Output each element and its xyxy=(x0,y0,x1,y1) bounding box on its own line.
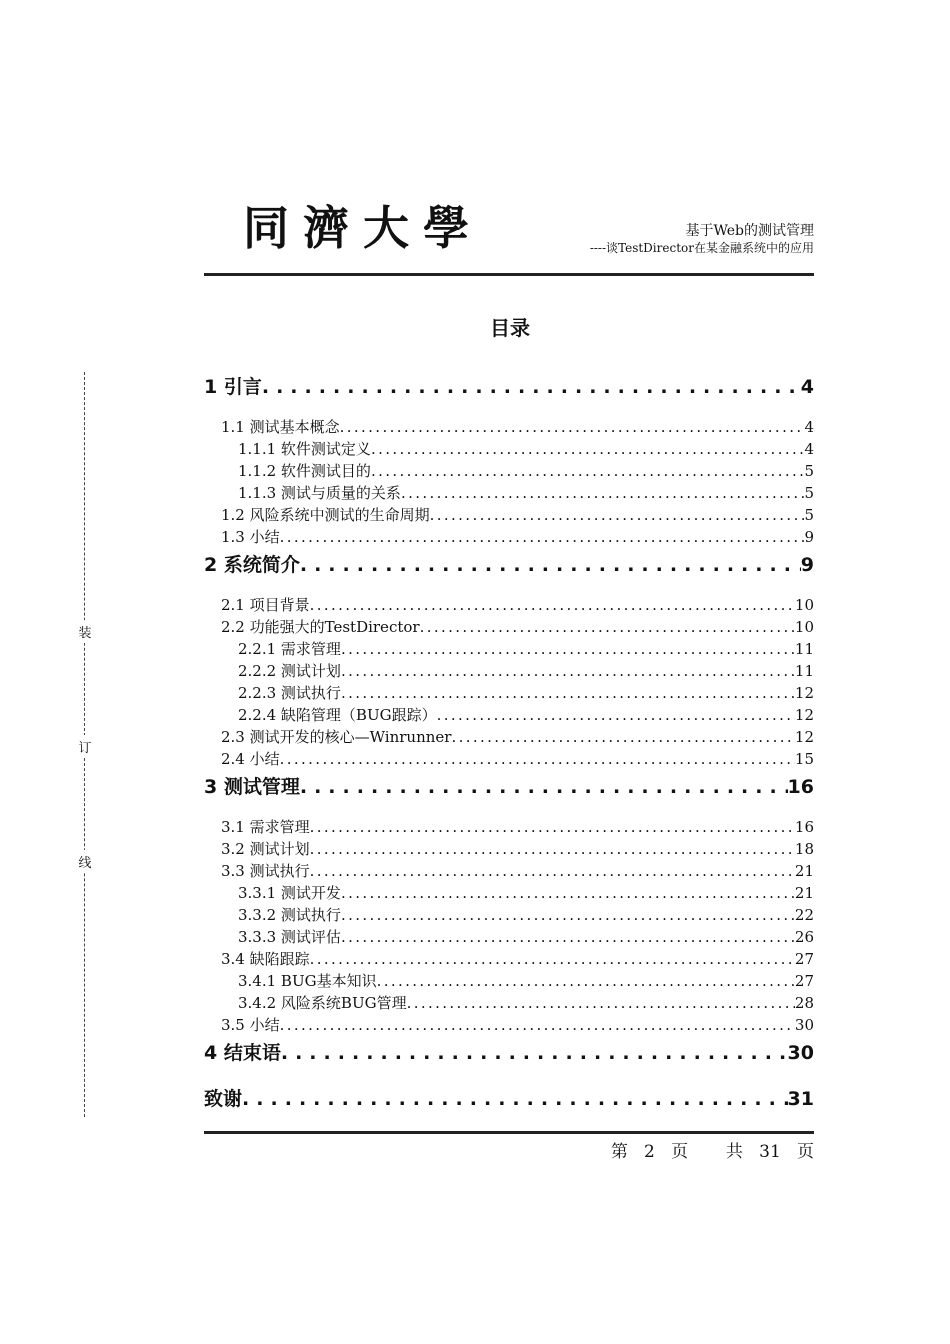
toc-entry-page: 15 xyxy=(794,750,814,768)
toc-entry-page: 12 xyxy=(794,684,814,702)
toc-entry-page: 27 xyxy=(794,950,814,968)
toc-entry-page: 30 xyxy=(794,1016,814,1034)
toc-entry-label: 1.2 风险系统中测试的生命周期 xyxy=(221,506,430,524)
toc-entry-page: 11 xyxy=(794,662,814,680)
toc-leader-dots xyxy=(341,904,795,926)
toc-entry-page: 11 xyxy=(794,640,814,658)
toc-leader-dots xyxy=(281,1038,788,1068)
toc-leader-dots xyxy=(280,1014,795,1036)
header-subtitle: ----谈TestDirector在某金融系统中的应用 xyxy=(589,241,814,255)
toc-entry-level-3 xyxy=(204,992,814,1014)
toc-leader-dots xyxy=(371,460,805,482)
toc-entry-level-3 xyxy=(204,882,814,904)
toc-entry-level-3 xyxy=(204,460,814,482)
toc-leader-dots xyxy=(310,948,795,970)
toc-entry-label: 3.4.1 BUG基本知识 xyxy=(238,972,377,990)
toc-leader-dots xyxy=(262,372,801,402)
toc-entry-page: 5 xyxy=(804,462,814,480)
toc-entry-label: 1.1.3 测试与质量的关系 xyxy=(238,484,401,502)
toc-entry-page: 5 xyxy=(804,484,814,502)
header-title: 基于Web的测试管理 xyxy=(685,223,814,239)
toc-entry-label: 2 系统简介 xyxy=(204,554,300,576)
toc-entry-page: 10 xyxy=(794,596,814,614)
toc-entry-label: 2.2 功能强大的TestDirector xyxy=(221,618,420,636)
toc-entry-label: 2.1 项目背景 xyxy=(221,596,310,614)
calligraphy-logo-icon xyxy=(243,200,483,256)
toc-entry-page: 4 xyxy=(804,418,814,436)
toc-leader-dots xyxy=(407,992,795,1014)
toc-entry-label: 3.3.2 测试执行 xyxy=(238,906,341,924)
toc-entry-label: 2.2.4 缺陷管理（BUG跟踪） xyxy=(238,706,437,724)
toc-leader-dots xyxy=(300,550,801,580)
toc-entry-level-3 xyxy=(204,926,814,948)
toc-leader-dots xyxy=(242,1084,788,1114)
toc-entry-page: 18 xyxy=(794,840,814,858)
binding-char-xian: 线 xyxy=(76,850,94,873)
toc-entry-page: 9 xyxy=(800,554,814,576)
toc-entry-level-2 xyxy=(204,748,814,770)
toc-entry-level-3 xyxy=(204,482,814,504)
toc-leader-dots xyxy=(341,682,795,704)
toc-leader-dots xyxy=(300,772,788,802)
toc-entry-label: 2.2.3 测试执行 xyxy=(238,684,341,702)
toc-entry-level-2 xyxy=(204,948,814,970)
toc-leader-dots xyxy=(280,526,805,548)
toc-leader-dots xyxy=(401,482,805,504)
binding-char-ding: 订 xyxy=(76,735,94,758)
toc-entry-page: 10 xyxy=(794,618,814,636)
footer-total-pages: 31 xyxy=(759,1142,781,1162)
toc-entry-page: 21 xyxy=(794,884,814,902)
toc-entry-label: 3.4 缺陷跟踪 xyxy=(221,950,310,968)
toc-entry-level-2 xyxy=(204,504,814,526)
toc-entry-level-2 xyxy=(204,860,814,882)
toc-entry-page: 21 xyxy=(794,862,814,880)
logo-text: 同濟大學 xyxy=(243,201,483,255)
table-of-contents xyxy=(204,372,814,1128)
toc-leader-dots xyxy=(420,616,795,638)
toc-entry-level-3 xyxy=(204,638,814,660)
toc-entry-page: 16 xyxy=(794,818,814,836)
toc-leader-dots xyxy=(310,816,795,838)
toc-entry-level-2 xyxy=(204,816,814,838)
toc-entry-level-1 xyxy=(204,550,814,594)
toc-leader-dots xyxy=(310,594,795,616)
toc-entry-level-3 xyxy=(204,682,814,704)
footer-page-unit: 页 xyxy=(671,1142,689,1162)
toc-leader-dots xyxy=(341,926,795,948)
toc-entry-level-2 xyxy=(204,526,814,548)
toc-entry-label: 3.3 测试执行 xyxy=(221,862,310,880)
toc-entry-label: 3.2 测试计划 xyxy=(221,840,310,858)
toc-leader-dots xyxy=(437,704,795,726)
toc-entry-label: 1 引言 xyxy=(204,376,262,398)
toc-leader-dots xyxy=(340,416,805,438)
toc-entry-label: 致谢 xyxy=(204,1088,243,1110)
toc-leader-dots xyxy=(310,860,795,882)
toc-entry-level-2 xyxy=(204,416,814,438)
toc-entry-label: 1.1.2 软件测试目的 xyxy=(238,462,371,480)
binding-char-zhuang: 装 xyxy=(76,620,94,643)
toc-entry-level-3 xyxy=(204,438,814,460)
page-footer xyxy=(611,1137,814,1162)
toc-entry-level-2 xyxy=(204,616,814,638)
toc-leader-dots xyxy=(371,438,805,460)
toc-entry-level-1 xyxy=(204,1084,814,1128)
toc-entry-label: 2.4 小结 xyxy=(221,750,280,768)
document-header xyxy=(590,222,814,256)
university-logo xyxy=(243,200,483,256)
toc-entry-label: 3.3.1 测试开发 xyxy=(238,884,341,902)
toc-leader-dots xyxy=(341,638,795,660)
toc-entry-level-2 xyxy=(204,594,814,616)
toc-entry-level-2 xyxy=(204,838,814,860)
toc-entry-label: 2.3 测试开发的核心—Winrunner xyxy=(221,728,452,746)
footer-page-number: 2 xyxy=(644,1142,655,1162)
toc-entry-level-3 xyxy=(204,704,814,726)
toc-entry-label: 3 测试管理 xyxy=(204,776,300,798)
footer-rule xyxy=(204,1131,814,1134)
toc-leader-dots xyxy=(430,504,805,526)
toc-entry-label: 1.3 小结 xyxy=(221,528,280,546)
toc-entry-level-1 xyxy=(204,1038,814,1082)
toc-leader-dots xyxy=(280,748,795,770)
footer-total-prefix: 共 xyxy=(725,1142,743,1162)
toc-entry-page: 22 xyxy=(794,906,814,924)
toc-entry-page: 9 xyxy=(804,528,814,546)
toc-entry-page: 12 xyxy=(794,706,814,724)
toc-entry-page: 28 xyxy=(794,994,814,1012)
toc-entry-label: 1.1 测试基本概念 xyxy=(221,418,340,436)
toc-entry-page: 5 xyxy=(804,506,814,524)
toc-entry-label: 3.4.2 风险系统BUG管理 xyxy=(238,994,407,1012)
toc-leader-dots xyxy=(377,970,795,992)
toc-entry-page: 16 xyxy=(787,776,814,798)
toc-entry-level-3 xyxy=(204,660,814,682)
toc-entry-page: 30 xyxy=(787,1042,814,1064)
toc-entry-page: 27 xyxy=(794,972,814,990)
footer-total-unit: 页 xyxy=(797,1142,814,1162)
toc-entry-label: 3.3.3 测试评估 xyxy=(238,928,341,946)
toc-leader-dots xyxy=(451,726,794,748)
toc-title: 目录 xyxy=(490,316,530,340)
toc-entry-label: 1.1.1 软件测试定义 xyxy=(238,440,371,458)
toc-entry-level-3 xyxy=(204,904,814,926)
footer-page-prefix: 第 xyxy=(610,1142,628,1162)
toc-entry-page: 4 xyxy=(804,440,814,458)
toc-entry-level-2 xyxy=(204,726,814,748)
toc-entry-label: 2.2.1 需求管理 xyxy=(238,640,341,658)
toc-leader-dots xyxy=(341,660,795,682)
toc-entry-page: 4 xyxy=(800,376,814,398)
toc-entry-page: 26 xyxy=(794,928,814,946)
toc-entry-label: 4 结束语 xyxy=(204,1042,281,1064)
toc-entry-label: 3.5 小结 xyxy=(221,1016,280,1034)
toc-entry-label: 2.2.2 测试计划 xyxy=(238,662,341,680)
toc-entry-level-2 xyxy=(204,1014,814,1036)
toc-leader-dots xyxy=(310,838,795,860)
toc-entry-level-1 xyxy=(204,772,814,816)
toc-entry-level-3 xyxy=(204,970,814,992)
toc-entry-level-1 xyxy=(204,372,814,416)
toc-entry-page: 12 xyxy=(794,728,814,746)
toc-leader-dots xyxy=(341,882,795,904)
toc-entry-label: 3.1 需求管理 xyxy=(221,818,310,836)
header-rule xyxy=(204,273,814,276)
toc-entry-page: 31 xyxy=(787,1088,814,1110)
